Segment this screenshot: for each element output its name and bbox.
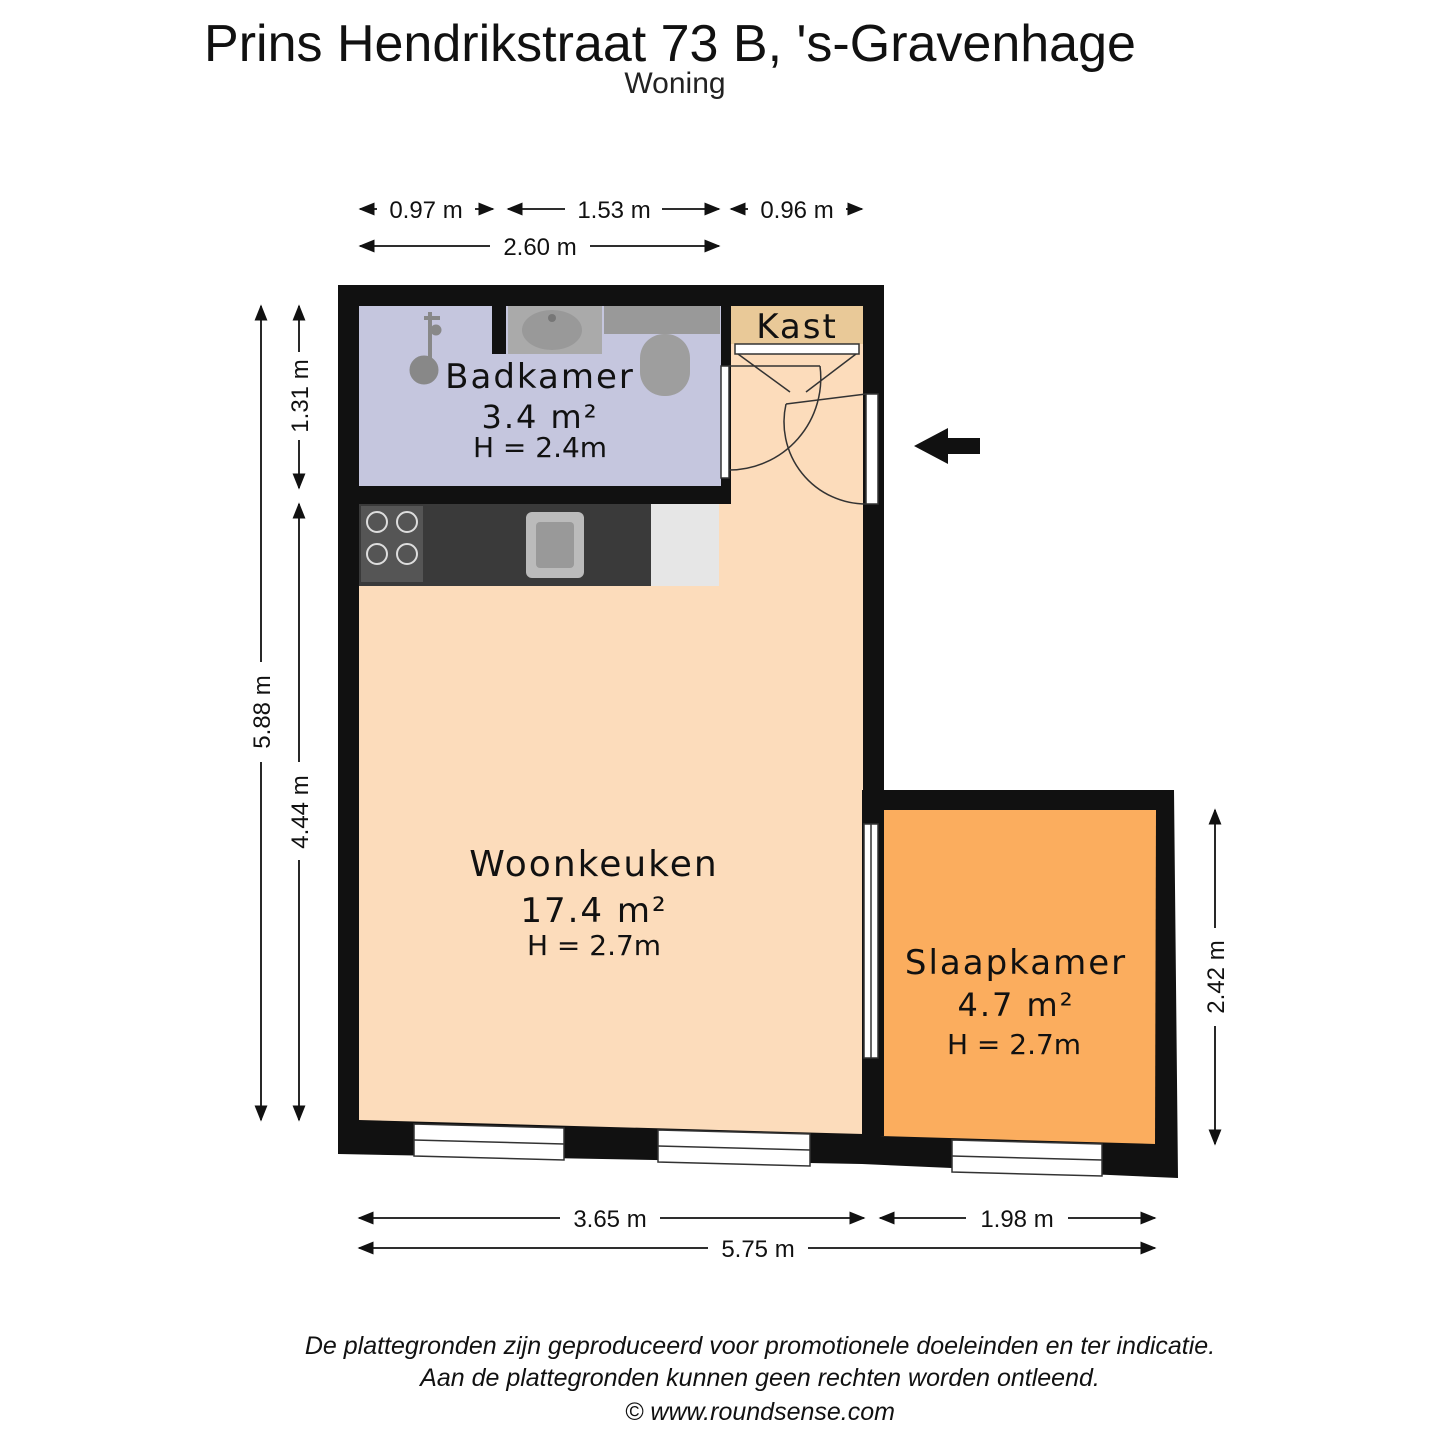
stove-icon: [361, 506, 423, 582]
dim-bottom-total: 5.75 m: [721, 1236, 795, 1263]
dim-left-total: 5.88 m: [249, 675, 276, 749]
dim-right: 2.42 m: [1203, 940, 1230, 1014]
window-icon: [658, 1130, 810, 1166]
disclaimer-line-1: De plattegronden zijn geproduceerd voor promotionele doeleinden en ter indicatie.: [304, 1332, 1216, 1360]
dim-left-upper: 1.31 m: [287, 359, 314, 433]
room-height-badkamer: H = 2.4m: [472, 431, 608, 464]
room-area-badkamer: 3.4 m²: [481, 398, 599, 436]
room-name-badkamer: Badkamer: [445, 357, 635, 397]
dim-left-lower: 4.44 m: [287, 775, 314, 849]
room-height-woonkeuken: H = 2.7m: [526, 929, 662, 962]
room-name-slaapkamer: Slaapkamer: [904, 943, 1128, 983]
room-area-slaapkamer: 4.7 m²: [957, 986, 1075, 1024]
interior-wall: [359, 486, 731, 504]
disclaimer-line-2: Aan de plattegronden kunnen geen rechten worden ontleend.: [420, 1364, 1100, 1392]
room-area-woonkeuken: 17.4 m²: [520, 891, 668, 931]
window-icon: [414, 1124, 564, 1160]
page-subtitle: Woning: [624, 67, 726, 100]
interior-wall: [721, 306, 731, 344]
dim-bottom-1: 3.65 m: [573, 1206, 647, 1233]
slaapkamer-door-icon: [864, 824, 878, 1058]
room-name-woonkeuken: Woonkeuken: [469, 844, 719, 885]
interior-wall: [492, 306, 506, 354]
dim-top-2: 1.53 m: [577, 197, 651, 224]
sink-icon: [508, 306, 602, 354]
room-name-kast: Kast: [756, 307, 838, 347]
page-title: Prins Hendrikstraat 73 B, 's-Gravenhage: [204, 15, 1136, 73]
dim-bottom-2: 1.98 m: [980, 1206, 1054, 1233]
kitchen-sink-icon: [526, 512, 584, 578]
entrance-arrow-icon: [914, 428, 980, 464]
dim-top-total: 2.60 m: [503, 234, 577, 261]
dim-top-1: 0.97 m: [389, 197, 463, 224]
toilet-cistern: [604, 306, 720, 334]
room-height-slaapkamer: H = 2.7m: [946, 1028, 1082, 1061]
window-icon: [952, 1140, 1102, 1176]
dim-top-3: 0.96 m: [760, 197, 834, 224]
kitchen-counter-light: [651, 504, 719, 586]
toilet-icon: [640, 334, 690, 396]
copyright-line: © www.roundsense.com: [625, 1398, 895, 1426]
